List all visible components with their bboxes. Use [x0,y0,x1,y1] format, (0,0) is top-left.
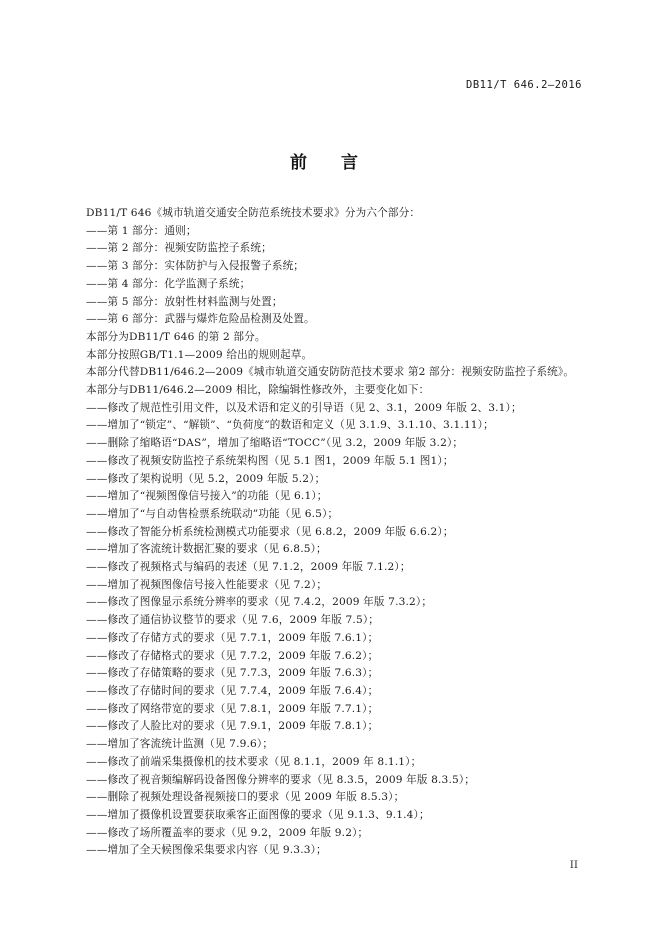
text-line: ——增加了视频图像信号接入性能要求（见 7.2）； [86,578,328,591]
text-line: ——第 2 部分：视频安防监控子系统； [86,242,272,255]
text-line: ——增加了客流统计监测（见 7.9.6）； [86,738,274,751]
text-line: 本部分与DB11/646.2—2009 相比，除编辑性修改外，主要变化如下： [86,384,430,397]
text-line: ——修改了存储方式的要求（见 7.7.1，2009 年版 7.6.1）； [86,631,379,644]
text-line: ——第 3 部分：实体防护与入侵报警子系统； [86,260,305,273]
text-line: ——删除了视频处理设备视频接口的要求（见 2009 年版 8.5.3）； [86,791,405,804]
text-line: ——修改了视音频编解码设备图像分辨率的要求（见 8.3.5，2009 年版 8.3.5）； [86,773,476,786]
text-line: ——修改了存储时间的要求（见 7.7.4，2009 年版 7.6.4）； [86,684,379,697]
text-line: ——修改了智能分析系统检测模式功能要求（见 6.8.2，2009 年版 6.6.2）； [86,525,454,538]
text-line: ——第 1 部分：通则； [86,224,197,237]
text-line: ——修改了架构说明（见 5.2，2009 年版 5.2）； [86,472,326,485]
text-line: ——修改了场所覆盖率的要求（见 9.2，2009 年版 9.2）； [86,826,369,839]
text-line: ——修改了视频安防监控子系统架构图（见 5.1 图1，2009 年版 5.1 图1）； [86,454,454,467]
text-line: ——修改了规范性引用文件，以及术语和定义的引导语（见 2、3.1，2009 年版 2、3.1）； [86,401,522,414]
text-line: ——增加了“锁定”、“解锁”、“负荷度”的数语和定义（见 3.1.9、3.1.10、3.1.11）； [86,419,494,432]
text-line: ——增加了“视频图像信号接入”的功能（见 6.1）； [86,490,328,503]
text-line: ——删除了缩略语“DAS”，增加了缩略语“TOCC”（见 3.2，2009 年版 3.2）； [86,437,464,450]
text-line: ——修改了通信协议整节的要求（见 7.6，2009 年版 7.5）； [86,614,380,627]
text-line: ——修改了前端采集摄像机的技术要求（见 8.1.1，2009 年 8.1.1）； [86,755,422,768]
text-line: 本部分为DB11/T 646 的第 2 部分。 [86,330,266,343]
text-line: 本部分代替DB11/646.2—2009《城市轨道交通安防防范技术要求 第2 部分：视频安防监控子系统》。 [86,366,575,379]
text-line: ——增加了摄像机设置要获取乘客正面图像的要求（见 9.1.3、9.1.4）； [86,808,430,821]
text-line: ——增加了客流统计数据汇聚的要求（见 6.8.5）； [86,543,327,556]
text-line: ——修改了存储格式的要求（见 7.7.2，2009 年版 7.6.2）； [86,649,379,662]
text-line: ——第 4 部分：化学监测子系统； [86,277,251,290]
page-number: II [569,859,578,871]
standard-code-header: DB11/T 646.2—2016 [466,79,582,91]
text-line: ——增加了“与自动售检票系统联动”功能（见 6.5）； [86,507,339,520]
foreword-body [86,205,626,860]
page-title: 前 言 [290,153,372,173]
text-line: ——增加了全天候图像采集要求内容（见 9.3.3）； [86,844,327,857]
text-line: 本部分按照GB/T1.1—2009 给出的规则起草。 [86,348,313,361]
text-line: ——第 6 部分：武器与爆炸危险品检测及处置。 [86,313,315,326]
text-line: ——修改了网络带宽的要求（见 7.8.1，2009 年版 7.7.1）； [86,702,379,715]
text-line: ——第 5 部分：放射性材料监测与处置； [86,295,283,308]
text-line: ——修改了图像显示系统分辨率的要求（见 7.4.2，2009 年版 7.3.2）； [86,596,433,609]
text-line: ——修改了人脸比对的要求（见 7.9.1，2009 年版 7.8.1）； [86,720,379,733]
text-line: DB11/T 646《城市轨道交通安全防范系统技术要求》分为六个部分： [86,207,421,219]
text-line: ——修改了存储策略的要求（见 7.7.3，2009 年版 7.6.3）； [86,667,379,680]
text-line: ——修改了视频格式与编码的表述（见 7.1.2，2009 年版 7.1.2）； [86,561,411,574]
